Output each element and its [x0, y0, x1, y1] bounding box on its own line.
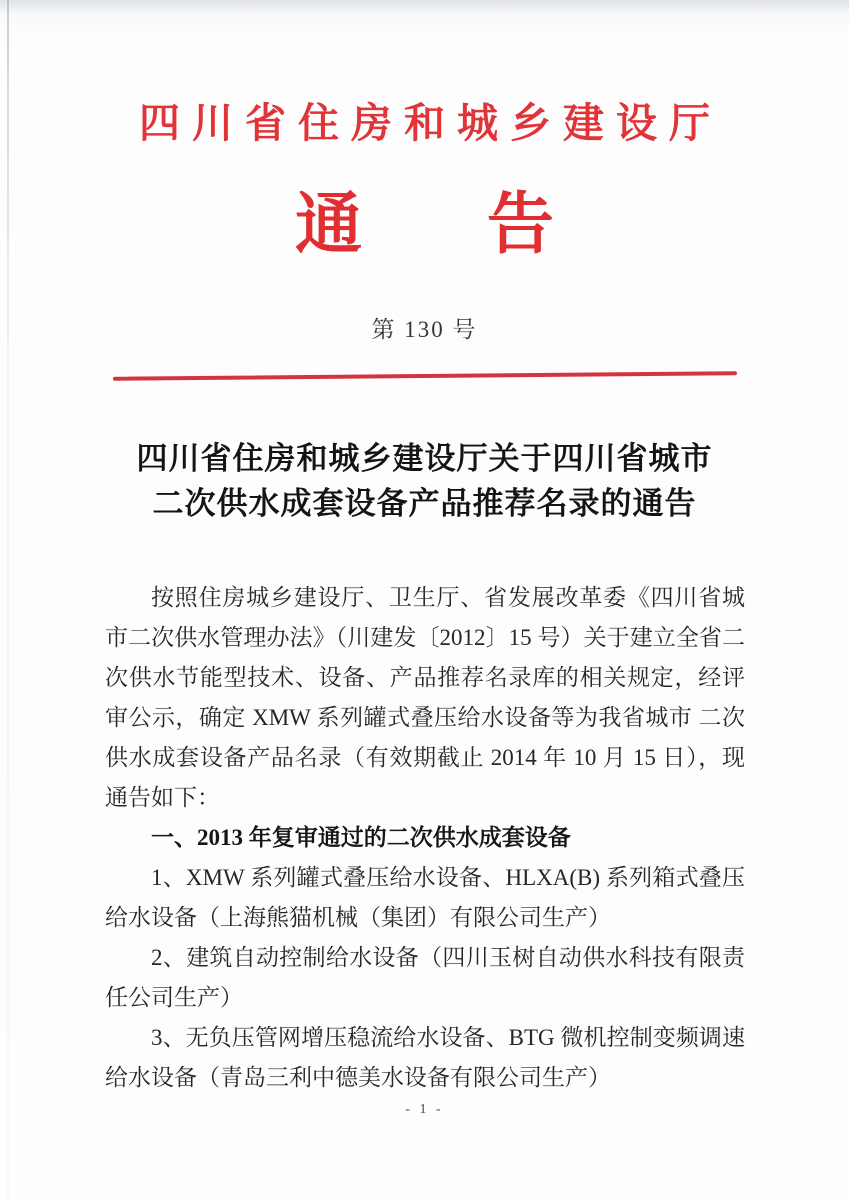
notice-title-line2: 二次供水成套设备产品推荐名录的通告 [152, 486, 697, 521]
letterhead [0, 90, 849, 378]
notice-title [0, 436, 849, 526]
intro-paragraph: 按照住房城乡建设厅、卫生厅、省发展改革委《四川省城市二次供水管理办法》（川建发〔2012〕15 号）关于建立全省二次供水节能型技术、设备、产品推荐名录库的相关规定，经评审公示，确定 XMW 系列罐式叠压给水设备等为我省城市 二次供水成套设备产品名录（有效期截止 2014 年 10 月 15 日），现通告如下： [105, 585, 745, 810]
equipment-item-2: 2、建筑自动控制给水设备（四川玉树自动供水科技有限责任公司生产） [105, 945, 745, 1010]
page-number: - 1 - [405, 1102, 444, 1117]
scan-top-shade-artifact [0, 0, 849, 34]
notice-body [0, 578, 849, 1098]
red-divider-rule [112, 371, 736, 380]
equipment-item-3: 3、无负压管网增压稳流给水设备、BTG 微机控制变频调速给水设备（青岛三利中德美水设备有限公司生产） [105, 1025, 745, 1090]
document-number: 第 130 号 [371, 317, 478, 342]
notice-title-line1: 四川省住房和城乡建设厅关于四川省城市 [136, 441, 713, 476]
equipment-item-1: 1、XMW 系列罐式叠压给水设备、HLXA(B) 系列箱式叠压给水设备（上海熊猫机械（集团）有限公司生产） [105, 865, 745, 930]
issuing-agency-name: 四川省住房和城乡建设厅 [139, 100, 722, 146]
notice-type-heading: 通 告 [295, 188, 554, 262]
section-1-heading: 一、2013 年复审通过的二次供水成套设备 [151, 825, 571, 850]
